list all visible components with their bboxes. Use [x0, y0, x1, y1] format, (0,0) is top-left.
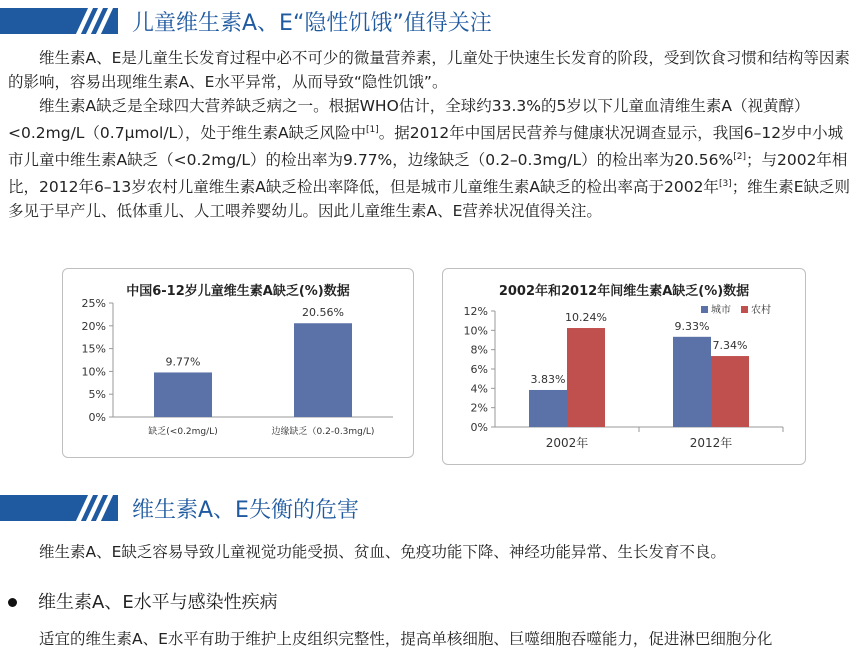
- y-tick-label: 12%: [463, 305, 488, 318]
- chart-title: 2002年和2012年间维生素A缺乏(%)数据: [498, 284, 750, 299]
- paragraph-text: ；与2002年相比，2012年6–13岁农村儿童维生素A缺乏检出率降低，但是城市儿童维生素A缺乏的检出率高于2002年: [8, 151, 848, 197]
- x-tick-label: 2002年: [545, 436, 589, 450]
- data-label: 7.34%: [712, 339, 748, 353]
- y-tick-label: 25%: [81, 297, 106, 310]
- paragraph-text: 维生素A缺乏是全球四大营养缺乏病之一。根据WHO估计，全球约33.3%的5岁以下儿童血清维生素A（视黄醇）<0.2mg/L（0.7μmol/L），处于维生素A缺乏风险中: [8, 97, 810, 143]
- section-title: 维生素A、E失衡的危害: [132, 497, 359, 523]
- y-tick-label: 0%: [470, 421, 488, 434]
- citation-3[interactable]: [3]: [718, 179, 732, 190]
- y-tick-label: 5%: [88, 388, 106, 402]
- bar-rural: [567, 328, 605, 427]
- header-stripe-decoration: [0, 8, 118, 34]
- citation-1[interactable]: [1]: [366, 125, 379, 135]
- header-stripe-decoration: [0, 495, 118, 521]
- paragraph-text: 。据2012年中国居民营养与健康状况调查显示，我国6–12岁中小城市儿童中维生素A缺乏（<0.2mg/L）的检出率为9.77%，边缘缺乏（0.2–0.3mg/L）的检出率为20.56%: [8, 124, 844, 170]
- y-tick-label: 20%: [81, 319, 106, 333]
- data-label: 20.56%: [302, 306, 344, 320]
- y-tick-label: 4%: [470, 382, 488, 396]
- legend-label: 城市: [711, 305, 731, 316]
- subsection-title: 维生素A、E水平与感染性疾病: [38, 592, 278, 613]
- bar-urban: [529, 390, 567, 427]
- paragraph-intro: 维生素A、E是儿童生长发育过程中必不可少的微量营养素，儿童处于快速生长发育的阶段，受到饮食习惯和结构等因素的影响，容易出现维生素A、E水平异常，从而导致“隐性饥饿”。: [8, 49, 850, 91]
- bullet-icon: [8, 598, 17, 607]
- chart-title: 中国6-12岁儿童维生素A缺乏(%)数据: [126, 284, 350, 299]
- paragraph-infection: 适宜的维生素A、E水平有助于维护上皮组织完整性，提高单核细胞、巨噬细胞吞噬能力，促进淋巴细胞分化: [39, 630, 773, 648]
- chart-2002-vs-2012: [443, 269, 805, 464]
- section-title: 儿童维生素A、E“隐性饥饿”值得关注: [132, 10, 492, 36]
- data-label: 9.77%: [165, 355, 201, 369]
- paragraph-vitamin-a-deficiency: [8, 94, 853, 223]
- chart-box-deficiency-6-12: [62, 268, 414, 458]
- y-tick-label: 15%: [81, 342, 106, 356]
- x-tick-label: 边缘缺乏（0.2-0.3mg/L): [271, 427, 375, 437]
- y-tick-label: 6%: [470, 363, 488, 376]
- y-tick-label: 10%: [81, 365, 106, 379]
- paragraph-harm: 维生素A、E缺乏容易导致儿童视觉功能受损、贫血、免疫功能下降、神经功能异常、生长发育不良。: [39, 543, 726, 561]
- bar: [294, 323, 352, 417]
- x-tick-label: 缺乏(<0.2mg/L): [148, 427, 218, 437]
- y-tick-label: 8%: [470, 343, 488, 357]
- legend-swatch: [701, 306, 708, 313]
- paragraph-text: ；维生素E缺乏则多见于早产儿、低体重儿、人工喂养婴幼儿。因此儿童维生素A、E营养状况值得关注。: [8, 178, 850, 221]
- bar: [154, 372, 212, 417]
- y-tick-label: 10%: [463, 324, 488, 338]
- chart-deficiency-6-12: [63, 269, 413, 457]
- bar-rural: [711, 356, 749, 427]
- data-label: 10.24%: [565, 311, 607, 325]
- chart-box-2002-2012: [442, 268, 806, 465]
- bar-urban: [673, 337, 711, 427]
- section-header-1: [0, 4, 492, 38]
- section-header-2: [0, 491, 359, 525]
- data-label: 9.33%: [674, 319, 710, 333]
- y-tick-label: 0%: [88, 411, 106, 424]
- legend-swatch: [741, 306, 748, 313]
- data-label: 3.83%: [530, 372, 566, 386]
- legend-label: 农村: [751, 305, 771, 316]
- y-tick-label: 2%: [470, 401, 488, 415]
- x-tick-label: 2012年: [689, 436, 733, 450]
- citation-2[interactable]: [2]: [733, 152, 746, 163]
